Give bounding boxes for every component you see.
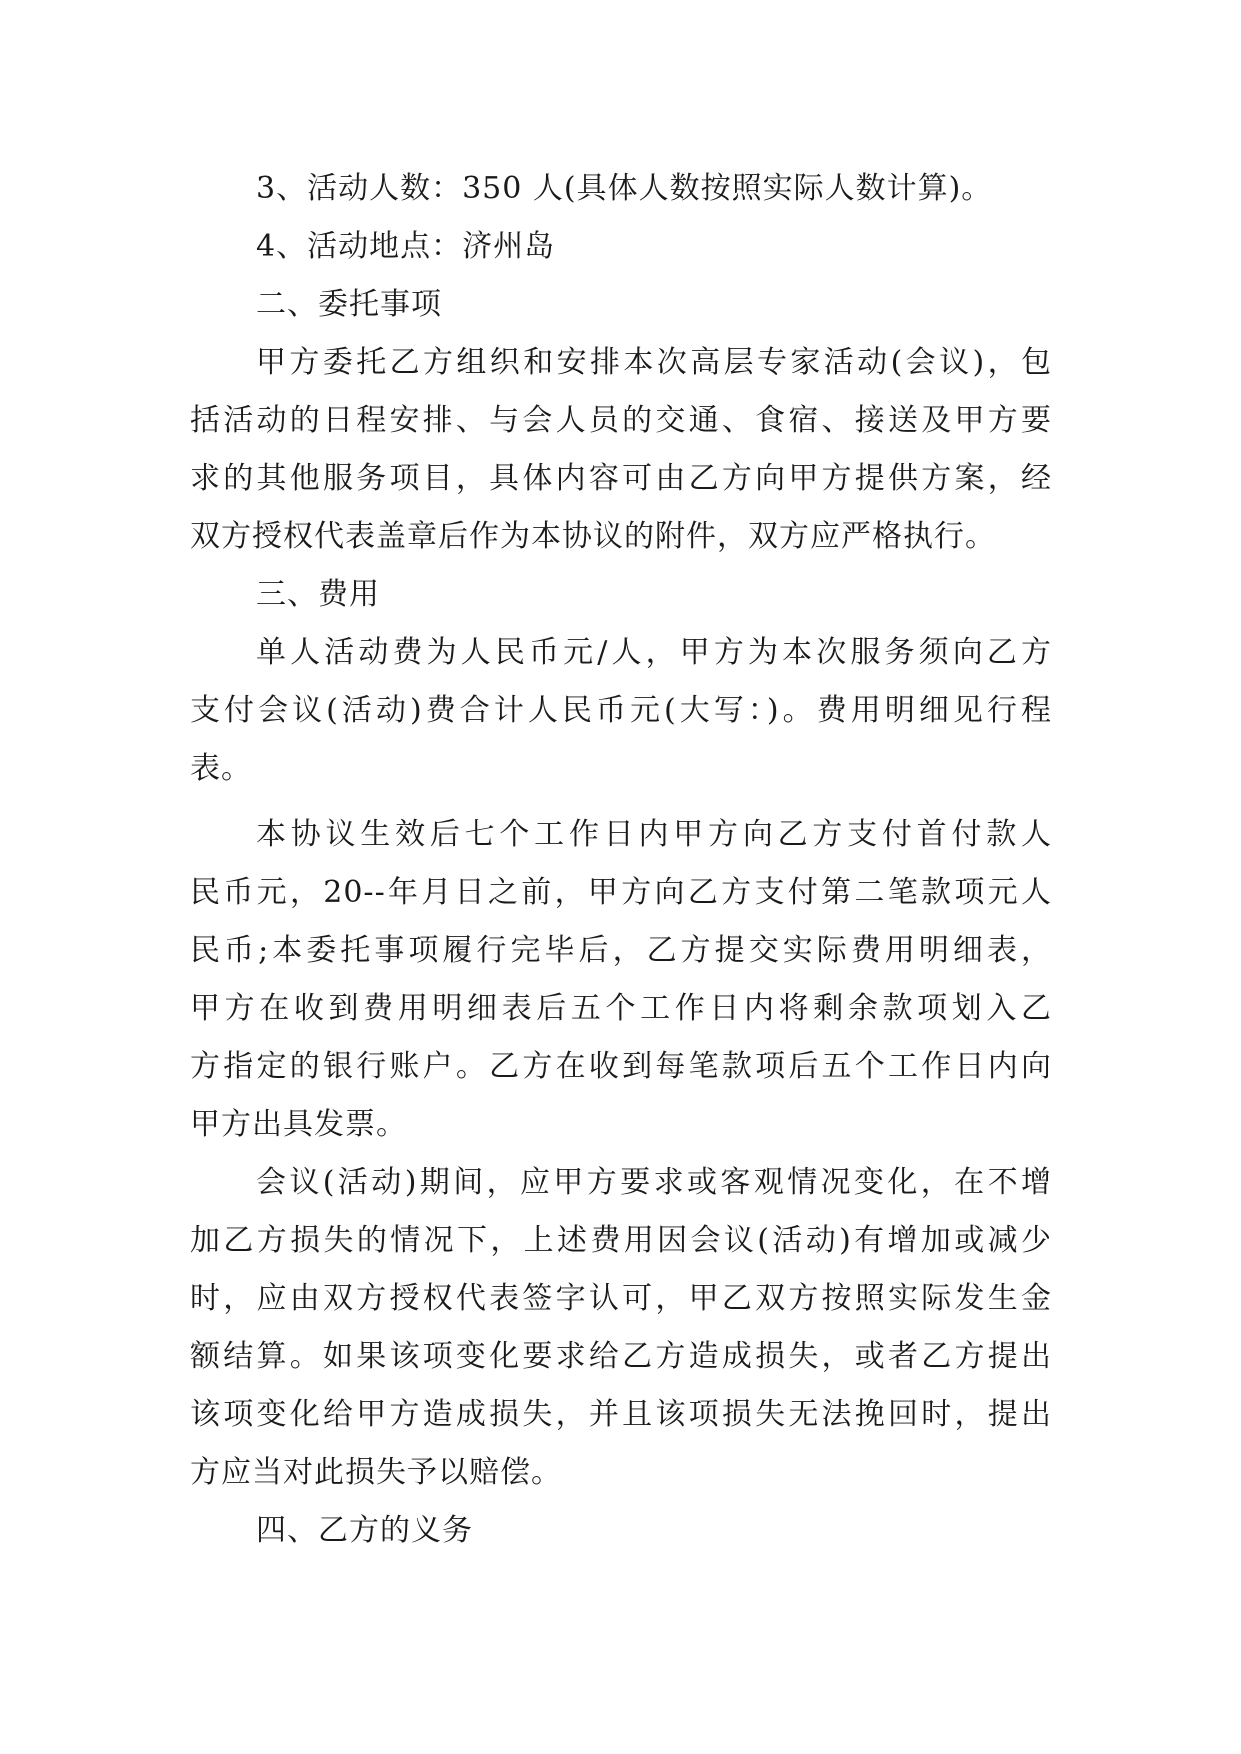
- paragraph-line: 民币;本委托事项履行完毕后，乙方提交实际费用明细表，: [190, 933, 1052, 968]
- paragraph-line: 民币元，20--年月日之前，甲方向乙方支付第二笔款项元人: [190, 875, 1052, 910]
- section-heading-party-b-obligations: 四、乙方的义务: [256, 1513, 473, 1548]
- paragraph-line: 表。: [190, 751, 252, 786]
- paragraph-line: 支付会议(活动)费合计人民币元(大写：)。费用明细见行程: [190, 693, 1052, 728]
- paragraph-line: 时，应由双方授权代表签字认可，甲乙双方按照实际发生金: [190, 1281, 1052, 1316]
- item-participant-count: 3、活动人数：350 人(具体人数按照实际人数计算)。: [256, 171, 993, 206]
- paragraph-line: 本协议生效后七个工作日内甲方向乙方支付首付款人: [256, 817, 1052, 852]
- paragraph-line: 甲方出具发票。: [190, 1107, 407, 1142]
- paragraph-line: 方指定的银行账户。乙方在收到每笔款项后五个工作日内向: [190, 1049, 1052, 1084]
- section-heading-entrusted-matters: 二、委托事项: [256, 287, 442, 322]
- paragraph-line: 会议(活动)期间，应甲方要求或客观情况变化，在不增: [256, 1165, 1052, 1200]
- paragraph-line: 括活动的日程安排、与会人员的交通、食宿、接送及甲方要: [190, 403, 1052, 438]
- paragraph-line: 该项变化给甲方造成损失，并且该项损失无法挽回时，提出: [190, 1397, 1052, 1432]
- item-venue: 4、活动地点：济州岛: [256, 229, 556, 264]
- paragraph-line: 单人活动费为人民币元/人，甲方为本次服务须向乙方: [256, 635, 1052, 670]
- paragraph-line: 甲方委托乙方组织和安排本次高层专家活动(会议)，包: [256, 345, 1052, 380]
- section-heading-fees: 三、费用: [256, 577, 380, 612]
- paragraph-line: 方应当对此损失予以赔偿。: [190, 1455, 562, 1490]
- contract-body: [190, 160, 1052, 1560]
- paragraph-line: 甲方在收到费用明细表后五个工作日内将剩余款项划入乙: [190, 991, 1052, 1026]
- paragraph-line: 求的其他服务项目，具体内容可由乙方向甲方提供方案，经: [190, 461, 1052, 496]
- paragraph-line: 额结算。如果该项变化要求给乙方造成损失，或者乙方提出: [190, 1339, 1052, 1374]
- paragraph-line: 双方授权代表盖章后作为本协议的附件，双方应严格执行。: [190, 519, 996, 554]
- paragraph-line: 加乙方损失的情况下，上述费用因会议(活动)有增加或减少: [190, 1223, 1052, 1258]
